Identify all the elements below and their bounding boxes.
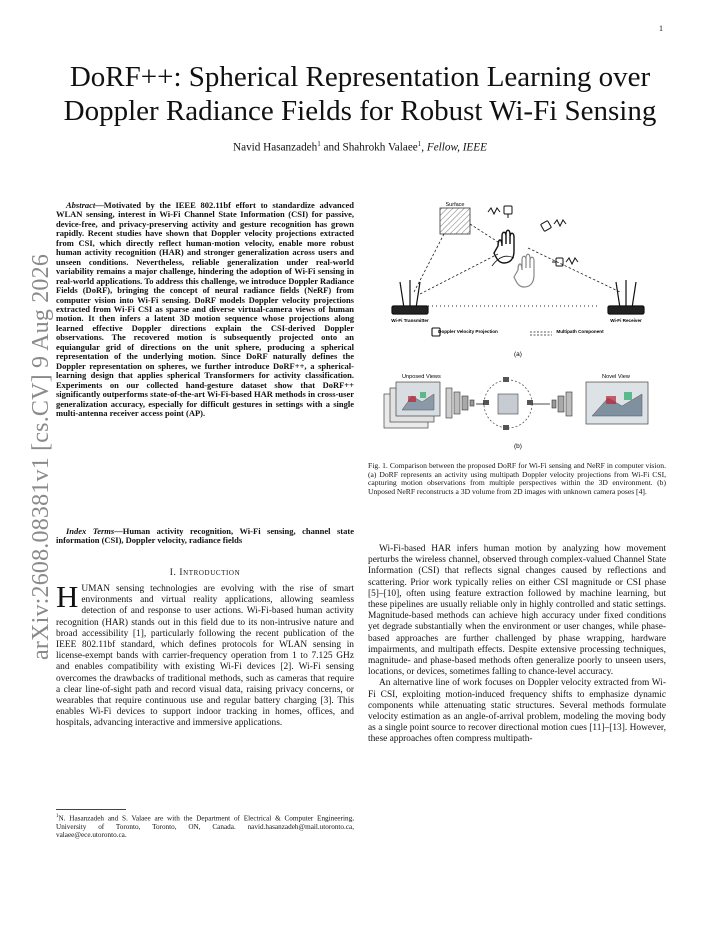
footnote-text: N. Hasanzadeh and S. Valaee are with the Department of Electrical & Computer Engineering, University of Toronto, Toronto, ON, Canada. navid.hasanzadeh@mail.utoronto.ca, valaee@ece.utoronto.ca. xyxy=(56,814,354,839)
section-heading-introduction: I. Introduction xyxy=(169,568,241,578)
figure-caption: Fig. 1. Comparison between the proposed DoRF for Wi-Fi sensing and NeRF in computer vision. (a) DoRF represents an activity using multipath Doppler velocity projections from Wi-Fi CSI, capturing motion observations from multiple perspectives within the 3D environment. (b) Unposed NeRF reconstructs a 3D volume from 2D images with unknown camera poses [4]. xyxy=(368,461,666,496)
index-terms-text: —Human activity recognition, Wi-Fi sensing, channel state information (CSI), Doppler velocity, radiance fields xyxy=(56,526,354,546)
footnote xyxy=(56,813,354,839)
index-terms-label: Index Terms xyxy=(66,526,115,536)
author-comma: , xyxy=(421,141,427,154)
dropcap: H xyxy=(56,579,79,614)
receiver-label: Wi-Fi Receiver xyxy=(610,318,642,323)
subfigure-a-label: (a) xyxy=(514,351,522,358)
arxiv-stamp: arXiv:2608.08381v1 [cs.CV] 9 Aug 2026 xyxy=(28,253,54,660)
surface-label: Surface xyxy=(445,202,465,208)
encoder-network xyxy=(446,388,474,418)
author-1: Navid Hasanzadeh xyxy=(233,141,318,154)
router-icon xyxy=(608,280,644,314)
paper-title xyxy=(60,60,660,128)
legend-doppler xyxy=(432,328,498,336)
figure-1-graphic xyxy=(380,196,656,456)
hand-icon xyxy=(494,230,514,263)
novel-view-label: Novel View xyxy=(602,374,630,380)
legend-multipath-label: Multipath Component xyxy=(556,329,604,334)
footnote-rule xyxy=(56,809,126,810)
author-1-affil: 1 xyxy=(317,140,321,148)
right-paragraph-2: An alternative line of work focuses on Doppler velocity extracted from Wi-Fi CSI, exploiting motion-induced frequency shifts to emphasize dynamic components while attenuating static structures. Several methods formulate velocity estimation as an angle-of-arrival problem, modeling the moving body as a single point source to recover directional motion cues [11]–[13]. However, these approaches often compress multipath- xyxy=(368,678,666,745)
unposed-image-stack xyxy=(384,382,440,428)
abstract xyxy=(56,201,354,418)
decoder-network xyxy=(552,392,572,416)
author-line xyxy=(60,140,660,154)
title-line-2: Doppler Radiance Fields for Robust Wi-Fi Sensing xyxy=(63,95,657,127)
right-paragraph-1: Wi-Fi-based HAR infers human motion by analyzing how movement perturbs the wireless channel, observed through complex-valued Channel State Information (CSI) that reflects signal changes caused by reflections and scattering. Prior work typically relies on either CSI magnitude or CSI phase [5]–[10], often using feature extraction followed by machine learning, but these pipelines are usually reliable only in highly controlled and static settings. Magnitude-based methods can achieve high accuracy under fixed conditions yet degrade substantially when the environment or user changes, while phase-based approaches are further challenged by phase wrapping, hardware impairments, and multipath effects. Despite extensive processing techniques, magnitude- and phase-based methods often generalize poorly to unseen users, locations, or devices, sometimes falling to chance-level accuracy. xyxy=(368,544,666,678)
surface xyxy=(440,202,470,234)
author-2-affil: 1 xyxy=(417,140,422,148)
legend-doppler-label: Doppler Velocity Projection xyxy=(438,329,498,334)
legend-multipath xyxy=(530,329,604,335)
intro-text: sensing technologies are evolving with the rise of smart environments and virtual reality applications, allowing seamless detection of and response to user actions. Wi-Fi-based human activity recognition (HAR) stands out in this field due to its non-intrusive nature and broad accessibility [1], particularly following the recent publication of the IEEE 802.11bf standard, which defines protocols for WLAN sensing in license-exempt bands with carrier-frequency operation from 1 to 7.125 GHz and enables compatibility with existing Wi-Fi devices [2]. Wi-Fi sensing overcomes the drawbacks of traditional methods, such as cameras that require a clear line-of-sight path and record visual data, raising privacy concerns, or wearables that require continuous use and regular battery charging [3]. This enables Wi-Fi devices to support indoor tracking in homes, offices, and hospitals, advancing interactive and immersive applications. xyxy=(56,584,354,729)
author-2: and Shahrokh Valaee xyxy=(320,141,418,154)
figure-1 xyxy=(380,196,656,456)
right-column-body xyxy=(368,544,666,746)
subfigure-b-label: (b) xyxy=(514,443,522,450)
transmitter-label: Wi-Fi Transmitter xyxy=(391,318,429,323)
index-terms xyxy=(56,527,354,546)
camera-icon xyxy=(488,206,512,218)
router-icon xyxy=(392,280,428,314)
footnote-mark: 1 xyxy=(56,814,59,819)
camera-icon xyxy=(552,258,578,266)
abstract-label: Abstract xyxy=(66,200,96,210)
intro-first-word: UMAN xyxy=(81,584,111,594)
abstract-text: —Motivated by the IEEE 802.11bf effort to standardize advanced WLAN sensing, interest in Wi-Fi Channel State Information (CSI) for passive, device-free, and privacy-preserving activity and gesture recognition has grown rapidly. Recent studies have shown that Doppler velocity projections extracted from CSI, which directly reflect human-motion velocity, enable more robust human activity recognition (HAR) and stronger generalization across users and unseen conditions. Nevertheless, reliable generalization under real-world variability remains a major challenge, hindering the adoption of Wi-Fi sensing in real-world applications. To address this challenge, we introduce Doppler Radiance Fields (DoRF), bringing the concept of neural radiance fields (NeRF) from computer vision into Wi-Fi sensing. DoRF models Doppler velocity projections extracted from Wi-Fi CSI as sparse and diverse virtual-camera views of human motion. It then infers a latent 3D motion sequence whose projections along learned effective Doppler directions explain the CSI-derived Doppler observations. The recovered motion is subsequently projected onto an equiangular grid of directions on the unit sphere, producing a spherical representation of the underlying motion. Since DoRF naturally defines the Doppler representation on spheres, we further introduce DoRF++, a spherical-learning design that applies spherical Transformers for activity classification. Experiments on our collected hand-gesture dataset show that DoRF++ significantly outperforms state-of-the-art Wi-Fi-based HAR methods in cross-user generalization accuracy, especially for difficult gestures in settings with a single multi-antenna receiver access point (AP). xyxy=(56,200,354,418)
title-line-1: DoRF++: Spherical Representation Learning over xyxy=(69,61,651,93)
hand-icon xyxy=(514,254,534,287)
intro-paragraph xyxy=(56,579,354,730)
author-2-title: Fellow, IEEE xyxy=(426,141,487,154)
unposed-views-label: Unposed Views xyxy=(402,374,441,380)
page-number: 1 xyxy=(659,24,663,33)
scene-volume xyxy=(498,394,518,414)
novel-view-image xyxy=(586,382,648,424)
camera-icon xyxy=(541,220,566,231)
